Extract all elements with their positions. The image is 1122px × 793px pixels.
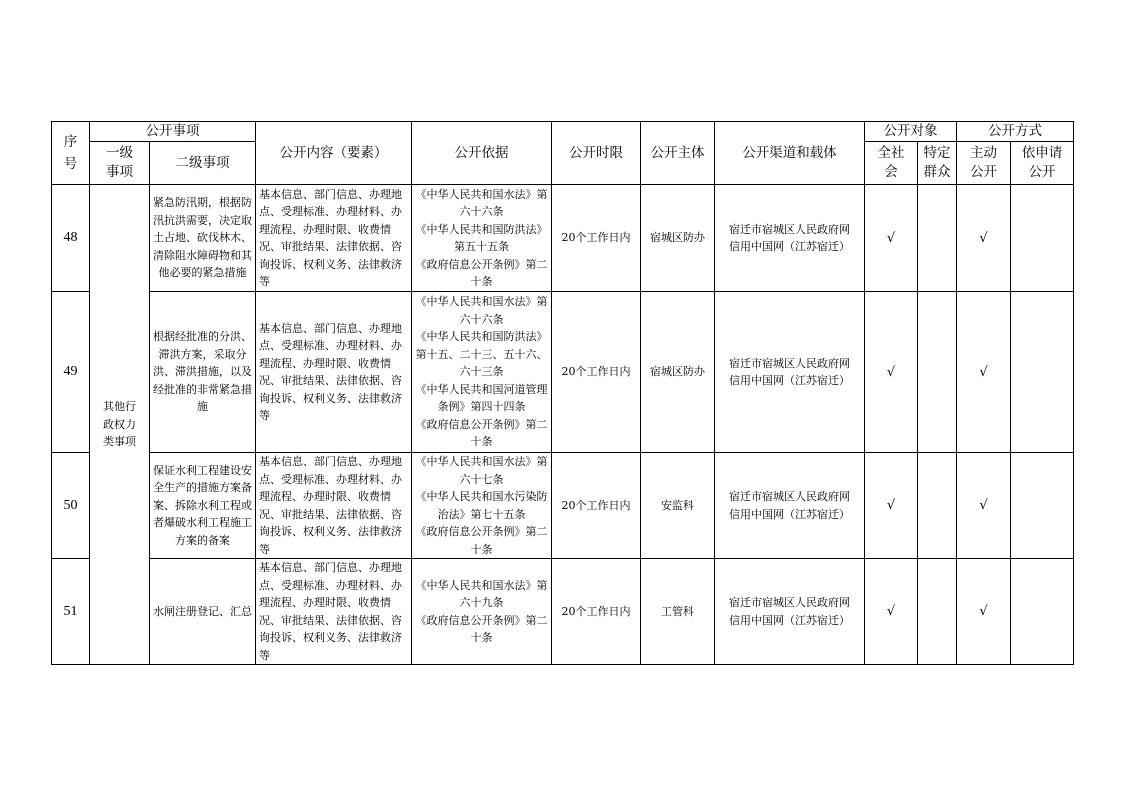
row-content: 基本信息、部门信息、办理地点、受理标准、办理材料、办理流程、办理时限、收费情况、审批结果、法律依据、咨询投诉、权利义务、法律救济等 bbox=[256, 185, 412, 292]
row-time-limit: 20个工作日内 bbox=[552, 185, 641, 292]
row-level2: 根据经批准的分洪、滞洪方案，采取分洪、滞洪措施，以及经批准的非常紧急措施 bbox=[150, 292, 256, 453]
header-method-group: 公开方式 bbox=[957, 122, 1074, 142]
row-basis: 《中华人民共和国水法》第六十六条 《中华人民共和国防洪法》第十五、二十三、五十六、六十三条 《中华人民共和国河道管理条例》第四十四条 《政府信息公开条例》第二十条 bbox=[412, 292, 552, 453]
row-public-check: √ bbox=[865, 185, 918, 292]
row-specific-check bbox=[918, 292, 957, 453]
row-active-check: √ bbox=[957, 185, 1011, 292]
row-request-check bbox=[1011, 559, 1074, 665]
row-subject: 宿城区防办 bbox=[641, 292, 715, 453]
header-target-specific: 特定群众 bbox=[918, 142, 957, 185]
row-seq: 49 bbox=[52, 292, 90, 453]
header-seq: 序号 bbox=[52, 122, 90, 185]
row-active-check: √ bbox=[957, 453, 1011, 559]
row-basis: 《中华人民共和国水法》第六十六条 《中华人民共和国防洪法》第五十五条 《政府信息公开条例》第二十条 bbox=[412, 185, 552, 292]
header-time-limit: 公开时限 bbox=[552, 122, 641, 185]
row-subject: 宿城区防办 bbox=[641, 185, 715, 292]
header-content: 公开内容（要素） bbox=[256, 122, 412, 185]
table-row bbox=[52, 292, 1074, 453]
header-method-request: 依申请公开 bbox=[1011, 142, 1074, 185]
row-specific-check bbox=[918, 453, 957, 559]
row-seq: 48 bbox=[52, 185, 90, 292]
disclosure-table bbox=[51, 121, 1074, 665]
table-row bbox=[52, 453, 1074, 559]
level1-category: 其他行政权力类事项 bbox=[90, 185, 150, 665]
row-request-check bbox=[1011, 185, 1074, 292]
row-public-check: √ bbox=[865, 453, 918, 559]
row-active-check: √ bbox=[957, 292, 1011, 453]
header-level1: 一级事项 bbox=[90, 142, 150, 185]
row-basis: 《中华人民共和国水法》第六十七条 《中华人民共和国水污染防治法》第七十五条 《政府信息公开条例》第二十条 bbox=[412, 453, 552, 559]
header-level2: 二级事项 bbox=[150, 142, 256, 185]
row-content: 基本信息、部门信息、办理地点、受理标准、办理材料、办理流程、办理时限、收费情况、审批结果、法律依据、咨询投诉、权利义务、法律救济等 bbox=[256, 453, 412, 559]
row-public-check: √ bbox=[865, 559, 918, 665]
row-specific-check bbox=[918, 559, 957, 665]
row-public-check: √ bbox=[865, 292, 918, 453]
header-channel: 公开渠道和载体 bbox=[715, 122, 865, 185]
row-request-check bbox=[1011, 453, 1074, 559]
row-level2: 保证水利工程建设安全生产的措施方案备案、拆除水利工程或者爆破水利工程施工方案的备案 bbox=[150, 453, 256, 559]
table-row bbox=[52, 559, 1074, 665]
row-active-check: √ bbox=[957, 559, 1011, 665]
row-basis: 《中华人民共和国水法》第六十九条 《政府信息公开条例》第二十条 bbox=[412, 559, 552, 665]
header-target-group: 公开对象 bbox=[865, 122, 957, 142]
header-basis: 公开依据 bbox=[412, 122, 552, 185]
row-subject: 安监科 bbox=[641, 453, 715, 559]
row-seq: 50 bbox=[52, 453, 90, 559]
row-channel: 宿迁市宿城区人民政府网 信用中国网（江苏宿迁） bbox=[715, 185, 865, 292]
row-content: 基本信息、部门信息、办理地点、受理标准、办理材料、办理流程、办理时限、收费情况、审批结果、法律依据、咨询投诉、权利义务、法律救济等 bbox=[256, 292, 412, 453]
header-method-active: 主动公开 bbox=[957, 142, 1011, 185]
row-time-limit: 20个工作日内 bbox=[552, 559, 641, 665]
table-row bbox=[52, 185, 1074, 292]
row-channel: 宿迁市宿城区人民政府网 信用中国网（江苏宿迁） bbox=[715, 559, 865, 665]
row-level2: 水闸注册登记、汇总 bbox=[150, 559, 256, 665]
row-request-check bbox=[1011, 292, 1074, 453]
row-subject: 工管科 bbox=[641, 559, 715, 665]
row-specific-check bbox=[918, 185, 957, 292]
row-content: 基本信息、部门信息、办理地点、受理标准、办理材料、办理流程、办理时限、收费情况、审批结果、法律依据、咨询投诉、权利义务、法律救济等 bbox=[256, 559, 412, 665]
row-seq: 51 bbox=[52, 559, 90, 665]
row-time-limit: 20个工作日内 bbox=[552, 292, 641, 453]
header-item-group: 公开事项 bbox=[90, 122, 256, 142]
row-channel: 宿迁市宿城区人民政府网 信用中国网（江苏宿迁） bbox=[715, 292, 865, 453]
row-time-limit: 20个工作日内 bbox=[552, 453, 641, 559]
row-level2: 紧急防汛期，根据防汛抗洪需要，决定取土占地、砍伐林木、清除阻水障碍物和其他必要的紧急措施 bbox=[150, 185, 256, 292]
header-target-public: 全社会 bbox=[865, 142, 918, 185]
header-subject: 公开主体 bbox=[641, 122, 715, 185]
row-channel: 宿迁市宿城区人民政府网 信用中国网（江苏宿迁） bbox=[715, 453, 865, 559]
